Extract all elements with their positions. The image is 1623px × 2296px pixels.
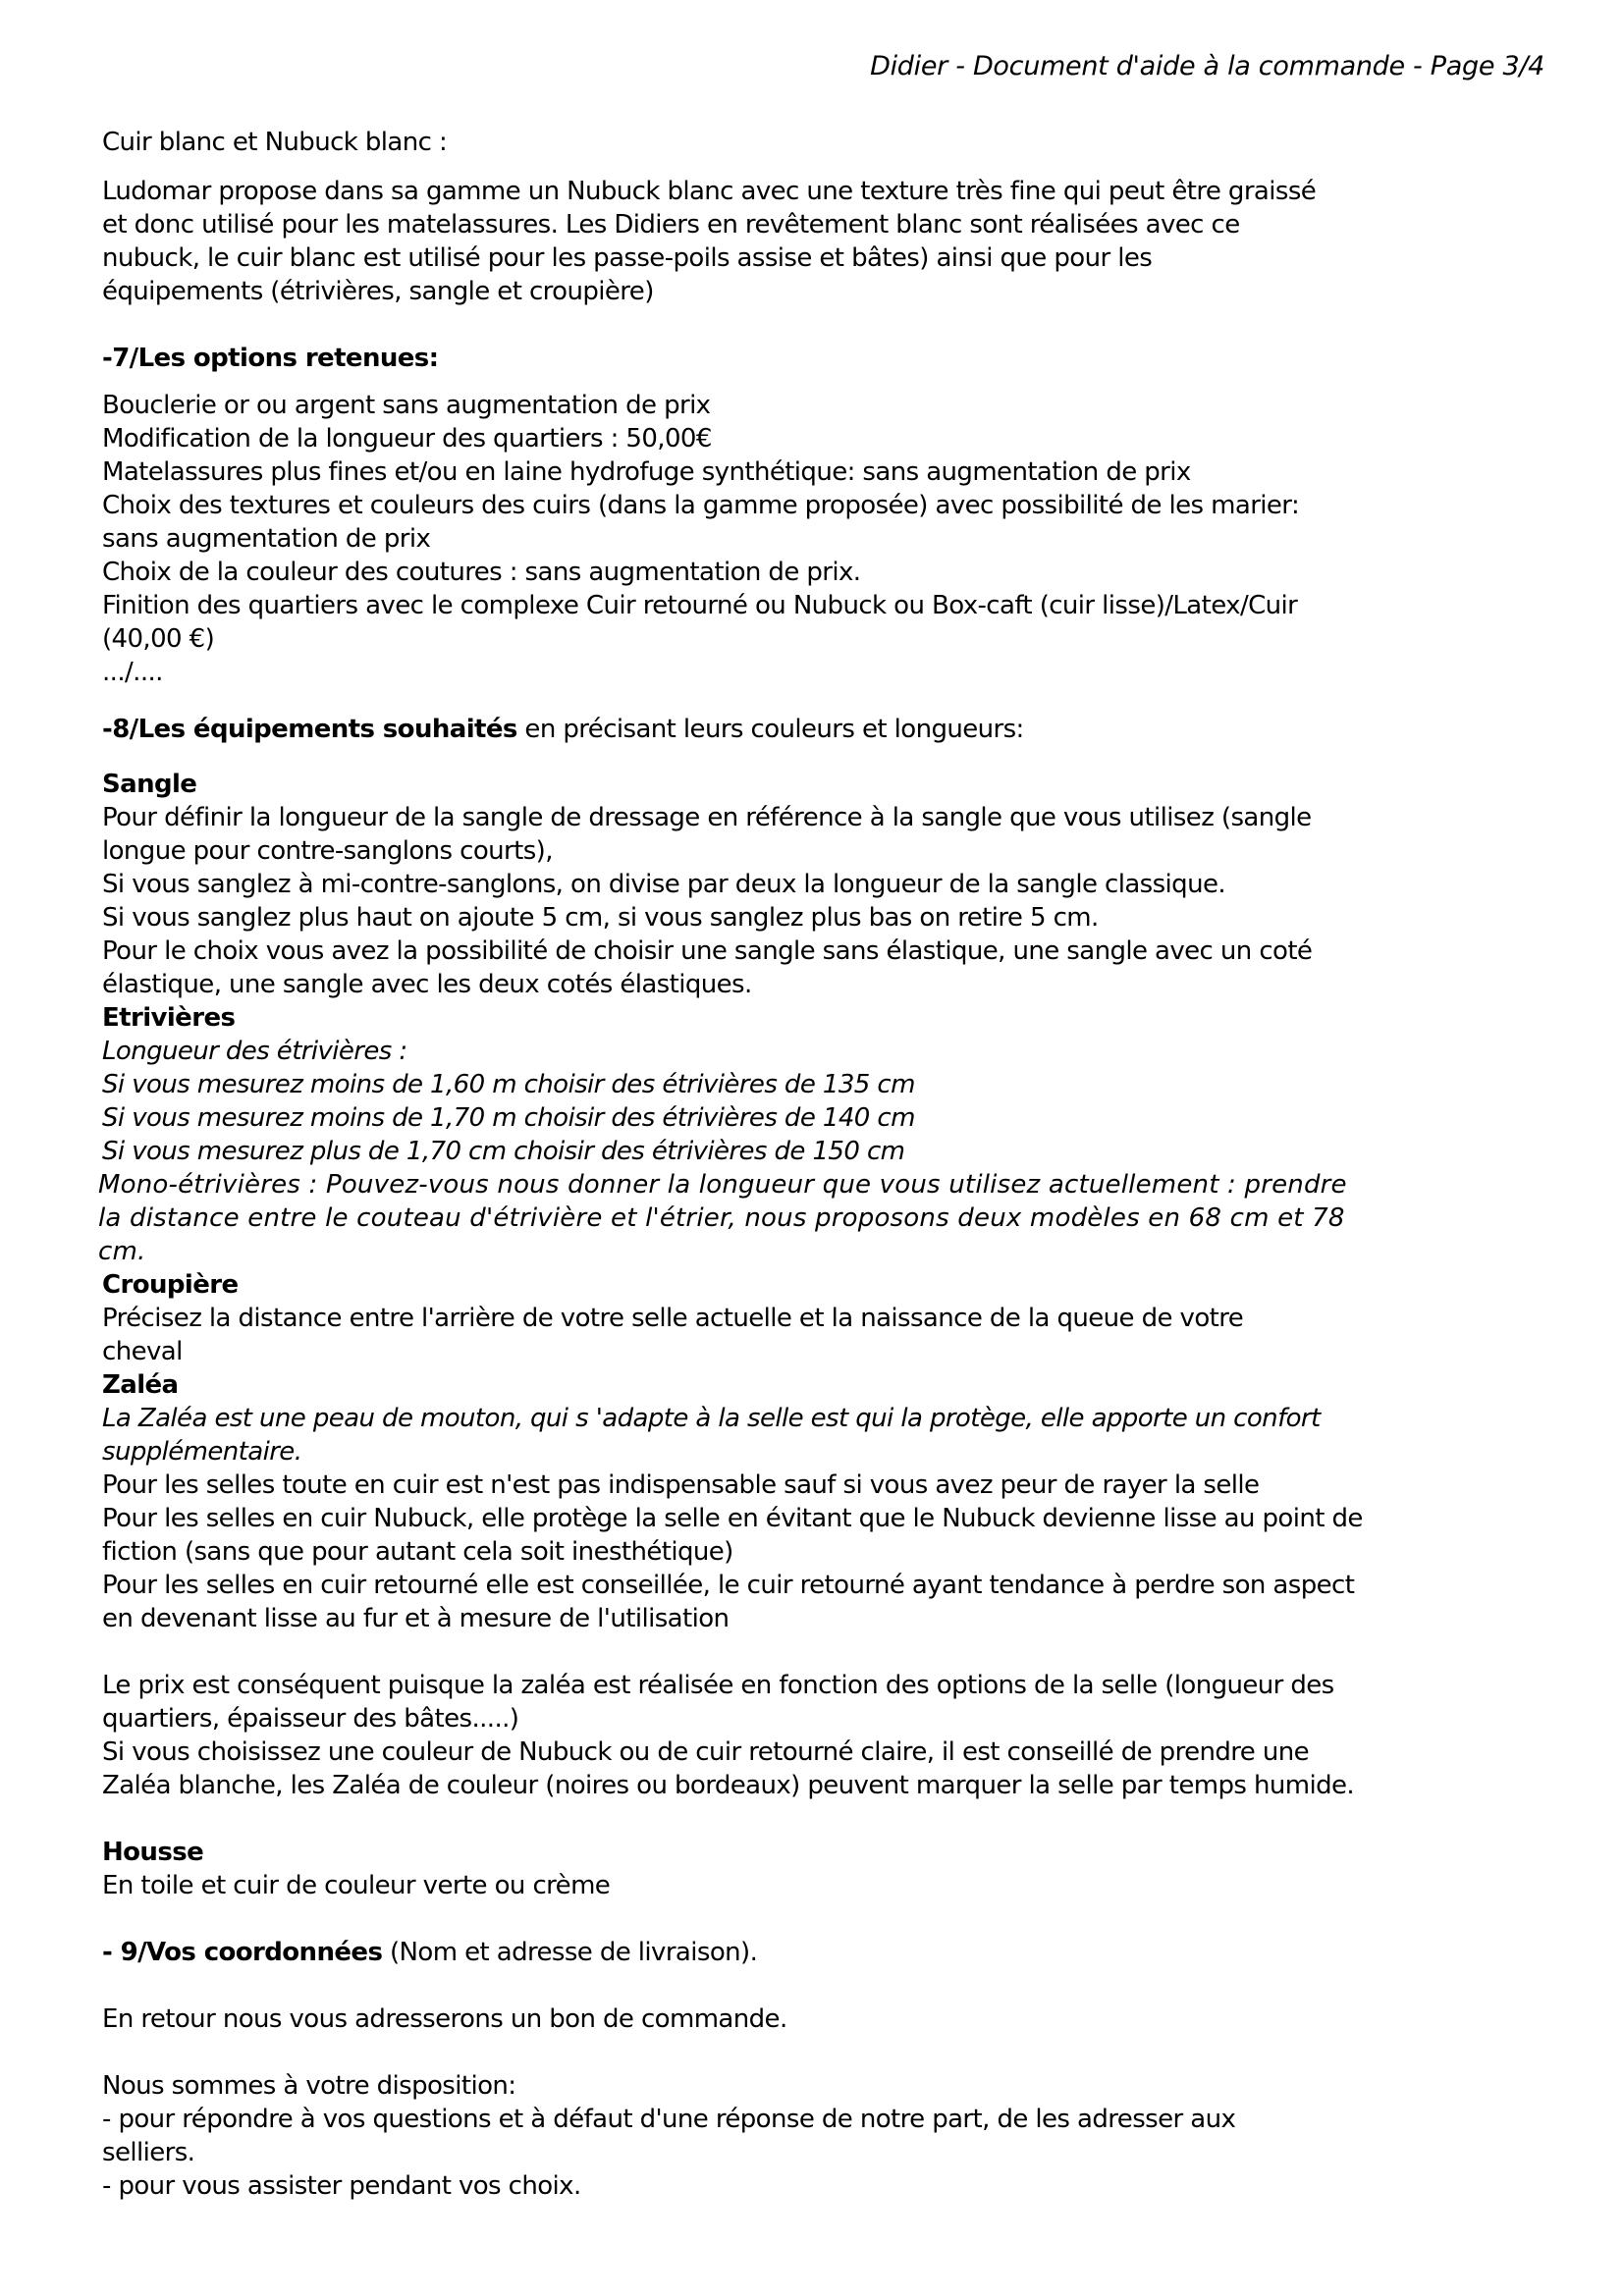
etrivieres-italic-line: Si vous mesurez moins de 1,60 m choisir des étrivières de 135 cm: [102, 1070, 915, 1099]
zalea-line: en devenant lisse au fur et à mesure de l'utilisation: [102, 1604, 730, 1633]
continuation-mark: .../....: [102, 658, 163, 687]
option-line: Bouclerie or ou argent sans augmentation de prix: [102, 391, 711, 420]
intro-line: nubuck, le cuir blanc est utilisé pour les passe-poils assise et bâtes) ainsi que pour les: [102, 243, 1153, 273]
intro-line: Ludomar propose dans sa gamme un Nubuck blanc avec une texture très fine qui peut être graissé: [102, 177, 1317, 206]
sangle-line: élastique, une sangle avec les deux cotés élastiques.: [102, 970, 752, 999]
option-line: Matelassures plus fines et/ou en laine hydrofuge synthétique: sans augmentation de prix: [102, 457, 1191, 487]
disposition-line: Nous sommes à votre disposition:: [102, 2071, 516, 2101]
page-header: Didier - Document d'aide à la commande - Page 3/4: [870, 51, 1544, 81]
disposition-line: - pour répondre à vos questions et à défaut d'une réponse de notre part, de les adresser aux: [102, 2105, 1236, 2134]
zalea-line: Pour les selles toute en cuir est n'est pas indispensable sauf si vous avez peur de rayer la selle: [102, 1470, 1260, 1500]
etrivieres-italic-line: Longueur des étrivières :: [102, 1037, 407, 1066]
option-line: Finition des quartiers avec le complexe Cuir retourné ou Nubuck ou Box-caft (cuir lisse)/Latex/Cuir: [102, 591, 1298, 620]
zalea-title: Zaléa: [102, 1370, 179, 1400]
intro-line: équipements (étrivières, sangle et croupière): [102, 277, 654, 306]
option-line: sans augmentation de prix: [102, 524, 431, 554]
option-line: Modification de la longueur des quartiers : 50,00€: [102, 424, 712, 454]
sangle-line: Si vous sanglez plus haut on ajoute 5 cm, si vous sanglez plus bas on retire 5 cm.: [102, 903, 1099, 933]
mono-etrivieres-line: la distance entre le couteau d'étrivière et l'étrier, nous proposons deux modèles en 68 cm et 78: [98, 1203, 1345, 1233]
zalea-price-line: Si vous choisissez une couleur de Nubuck ou de cuir retourné claire, il est conseillé de prendre une: [102, 1737, 1310, 1767]
etrivieres-italic-line: Si vous mesurez plus de 1,70 cm choisir des étrivières de 150 cm: [102, 1137, 905, 1166]
zalea-italic-line: La Zaléa est une peau de mouton, qui s 'adapte à la selle est qui la protège, elle apporte un confort: [102, 1404, 1321, 1433]
disposition-line: - pour vous assister pendant vos choix.: [102, 2171, 581, 2201]
mono-etrivieres-line: Mono-étrivières : Pouvez-vous nous donner la longueur que vous utilisez actuellement : prendre: [98, 1170, 1347, 1200]
section-8-heading: [102, 717, 1024, 742]
zalea-price-line: Le prix est conséquent puisque la zaléa est réalisée en fonction des options de la selle (longueur des: [102, 1671, 1334, 1700]
zalea-line: Pour les selles en cuir retourné elle est conseillée, le cuir retourné ayant tendance à perdre son aspect: [102, 1571, 1355, 1600]
intro-title: Cuir blanc et Nubuck blanc :: [102, 128, 448, 157]
option-line: Choix de la couleur des coutures : sans augmentation de prix.: [102, 558, 861, 587]
sangle-title: Sangle: [102, 770, 197, 799]
sangle-line: Si vous sanglez à mi-contre-sanglons, on divise par deux la longueur de la sangle classique.: [102, 870, 1226, 899]
section-8-heading-bold: -8/Les équipements souhaités: [102, 715, 517, 744]
return-line: En retour nous vous adresserons un bon de commande.: [102, 2004, 787, 2034]
zalea-price-line: quartiers, épaisseur des bâtes.....): [102, 1704, 519, 1734]
zalea-price-line: Zaléa blanche, les Zaléa de couleur (noires ou bordeaux) peuvent marquer la selle par temps humide.: [102, 1771, 1355, 1800]
option-line: Choix des textures et couleurs des cuirs (dans la gamme proposée) avec possibilité de les marier:: [102, 491, 1300, 520]
disposition-line: selliers.: [102, 2138, 195, 2167]
section-9-heading: [102, 1940, 757, 1965]
section-7-heading: -7/Les options retenues:: [102, 344, 439, 373]
section-9-heading-rest: (Nom et adresse de livraison).: [382, 1938, 758, 1967]
sangle-line: Pour définir la longueur de la sangle de dressage en référence à la sangle que vous utilisez (sangle: [102, 803, 1312, 832]
etrivieres-italic-line: Si vous mesurez moins de 1,70 m choisir des étrivières de 140 cm: [102, 1103, 915, 1133]
croupiere-line: cheval: [102, 1337, 183, 1366]
croupiere-title: Croupière: [102, 1270, 239, 1300]
sangle-line: longue pour contre-sanglons courts),: [102, 836, 553, 866]
intro-line: et donc utilisé pour les matelassures. Les Didiers en revêtement blanc sont réalisées avec ce: [102, 210, 1240, 240]
zalea-line: fiction (sans que pour autant cela soit inesthétique): [102, 1537, 733, 1567]
housse-title: Housse: [102, 1838, 204, 1867]
section-8-heading-rest: en précisant leurs couleurs et longueurs:: [516, 715, 1024, 744]
mono-etrivieres-line: cm.: [98, 1237, 146, 1266]
sangle-line: Pour le choix vous avez la possibilité de choisir une sangle sans élastique, une sangle avec un coté: [102, 936, 1313, 966]
zalea-line: Pour les selles en cuir Nubuck, elle protège la selle en évitant que le Nubuck devienne lisse au point de: [102, 1504, 1363, 1533]
section-9-heading-bold: - 9/Vos coordonnées: [102, 1938, 383, 1967]
option-line: (40,00 €): [102, 624, 215, 654]
zalea-italic-line: supplémentaire.: [102, 1437, 302, 1467]
housse-line: En toile et cuir de couleur verte ou crème: [102, 1871, 611, 1900]
etrivieres-title: Etrivières: [102, 1003, 236, 1033]
croupiere-line: Précisez la distance entre l'arrière de votre selle actuelle et la naissance de la queue de votre: [102, 1304, 1244, 1333]
